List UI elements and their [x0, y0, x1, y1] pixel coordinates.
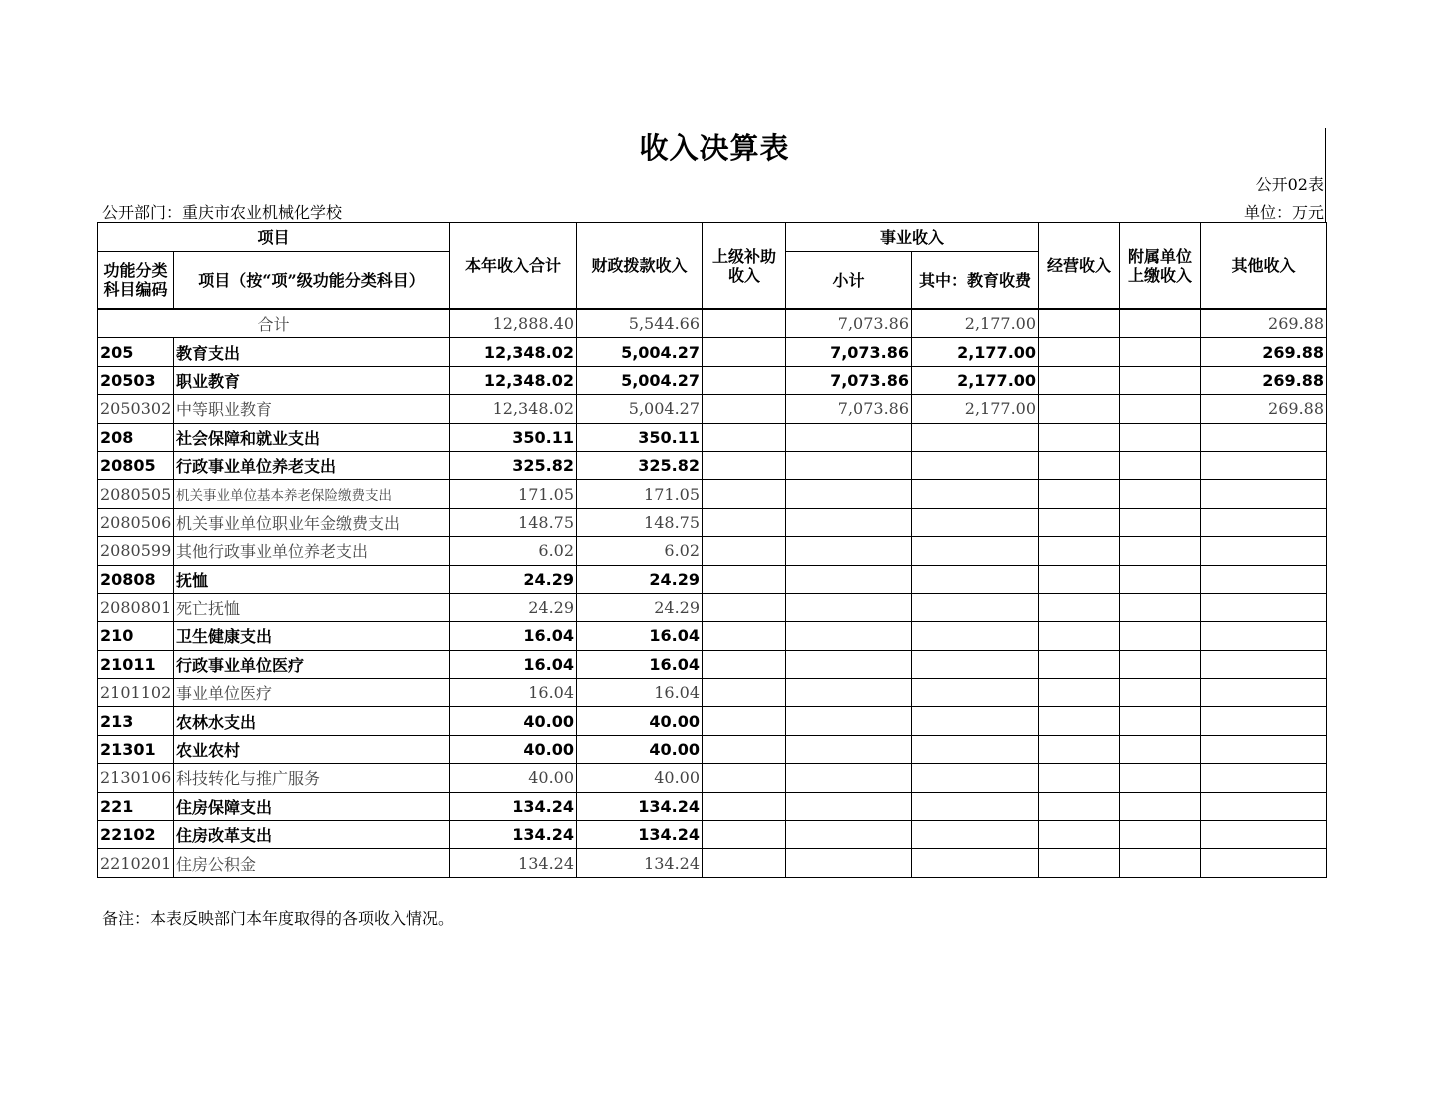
func-code-cell: 20503	[98, 366, 174, 394]
header-edu-fee: 其中：教育收费	[912, 252, 1039, 310]
func-name-cell: 机关事业单位基本养老保险缴费支出	[174, 480, 450, 508]
operating-cell	[1039, 679, 1120, 707]
other-cell: 269.88	[1201, 395, 1327, 423]
subtotal-cell: 7,073.86	[786, 338, 912, 366]
header-subtotal: 小计	[786, 252, 912, 310]
affiliated-cell	[1120, 764, 1201, 792]
header-fiscal: 财政拨款收入	[577, 223, 703, 310]
func-code-cell: 2080801	[98, 593, 174, 621]
table-row	[98, 792, 1327, 820]
operating-cell	[1039, 480, 1120, 508]
table-row	[98, 451, 1327, 479]
affiliated-cell	[1120, 735, 1201, 763]
subtotal-cell: 7,073.86	[786, 395, 912, 423]
subtotal-cell	[786, 508, 912, 536]
total-cell: 325.82	[450, 451, 577, 479]
affiliated-cell	[1120, 480, 1201, 508]
superior-cell	[703, 480, 786, 508]
total-cell: 16.04	[450, 650, 577, 678]
operating-cell	[1039, 821, 1120, 849]
fiscal-cell: 5,004.27	[577, 338, 703, 366]
func-name-cell: 住房保障支出	[174, 792, 450, 820]
other-cell	[1201, 622, 1327, 650]
total-cell: 24.29	[450, 593, 577, 621]
table-row	[98, 764, 1327, 792]
func-name-cell: 住房改革支出	[174, 821, 450, 849]
func-code-cell: 2050302	[98, 395, 174, 423]
operating-cell	[1039, 508, 1120, 536]
func-code-cell: 21301	[98, 735, 174, 763]
edu-fee-cell	[912, 679, 1039, 707]
func-name-cell: 事业单位医疗	[174, 679, 450, 707]
subtotal-cell	[786, 593, 912, 621]
other-cell: 269.88	[1201, 366, 1327, 394]
func-code-cell: 205	[98, 338, 174, 366]
edu-fee-cell: 2,177.00	[912, 395, 1039, 423]
operating-cell	[1039, 366, 1120, 394]
superior-cell	[703, 537, 786, 565]
total-row	[98, 309, 1327, 338]
header-func-code: 功能分类科目编码	[98, 252, 174, 310]
edu-fee-cell	[912, 423, 1039, 451]
operating-cell	[1039, 735, 1120, 763]
total-other-cell: 269.88	[1201, 309, 1327, 338]
total-cell: 350.11	[450, 423, 577, 451]
table-row	[98, 622, 1327, 650]
superior-cell	[703, 735, 786, 763]
func-name-cell: 抚恤	[174, 565, 450, 593]
total-fiscal-cell: 5,544.66	[577, 309, 703, 338]
superior-cell	[703, 565, 786, 593]
superior-cell	[703, 508, 786, 536]
func-name-cell: 行政事业单位养老支出	[174, 451, 450, 479]
table-row	[98, 735, 1327, 763]
other-cell	[1201, 593, 1327, 621]
edu-fee-cell	[912, 821, 1039, 849]
income-table	[97, 222, 1327, 878]
superior-cell	[703, 423, 786, 451]
edu-fee-cell	[912, 622, 1039, 650]
subtotal-cell	[786, 764, 912, 792]
affiliated-cell	[1120, 792, 1201, 820]
affiliated-cell	[1120, 707, 1201, 735]
total-cell: 134.24	[450, 821, 577, 849]
edu-fee-cell	[912, 508, 1039, 536]
table-row	[98, 480, 1327, 508]
affiliated-cell	[1120, 508, 1201, 536]
fiscal-cell: 16.04	[577, 622, 703, 650]
func-name-cell: 教育支出	[174, 338, 450, 366]
func-name-cell: 科技转化与推广服务	[174, 764, 450, 792]
func-code-cell: 2080506	[98, 508, 174, 536]
edu-fee-cell	[912, 849, 1039, 877]
fiscal-cell: 16.04	[577, 650, 703, 678]
fiscal-cell: 24.29	[577, 593, 703, 621]
fiscal-cell: 5,004.27	[577, 395, 703, 423]
affiliated-cell	[1120, 821, 1201, 849]
affiliated-cell	[1120, 338, 1201, 366]
func-name-cell: 卫生健康支出	[174, 622, 450, 650]
edu-fee-cell	[912, 735, 1039, 763]
subtotal-cell	[786, 451, 912, 479]
fiscal-cell: 40.00	[577, 707, 703, 735]
table-row	[98, 395, 1327, 423]
header-business: 事业收入	[786, 223, 1039, 252]
superior-cell	[703, 650, 786, 678]
other-cell	[1201, 537, 1327, 565]
fiscal-cell: 134.24	[577, 821, 703, 849]
subtotal-cell	[786, 537, 912, 565]
func-name-cell: 社会保障和就业支出	[174, 423, 450, 451]
table-row	[98, 508, 1327, 536]
total-cell: 134.24	[450, 849, 577, 877]
affiliated-cell	[1120, 650, 1201, 678]
superior-cell	[703, 821, 786, 849]
superior-cell	[703, 764, 786, 792]
edu-fee-cell	[912, 650, 1039, 678]
affiliated-cell	[1120, 593, 1201, 621]
subtotal-cell	[786, 821, 912, 849]
subtotal-cell	[786, 849, 912, 877]
footnote: 备注：本表反映部门本年度取得的各项收入情况。	[102, 909, 455, 928]
func-code-cell: 2080599	[98, 537, 174, 565]
operating-cell	[1039, 537, 1120, 565]
operating-cell	[1039, 622, 1120, 650]
total-superior-cell	[703, 309, 786, 338]
total-cell: 12,348.02	[450, 338, 577, 366]
func-name-cell: 农业农村	[174, 735, 450, 763]
header-other: 其他收入	[1201, 223, 1327, 310]
operating-cell	[1039, 593, 1120, 621]
other-cell	[1201, 679, 1327, 707]
total-cell: 134.24	[450, 792, 577, 820]
func-name-cell: 死亡抚恤	[174, 593, 450, 621]
operating-cell	[1039, 423, 1120, 451]
total-cell: 24.29	[450, 565, 577, 593]
fiscal-cell: 171.05	[577, 480, 703, 508]
func-name-cell: 其他行政事业单位养老支出	[174, 537, 450, 565]
border-line	[1325, 128, 1326, 222]
other-cell	[1201, 764, 1327, 792]
other-cell	[1201, 508, 1327, 536]
total-cell: 12,348.02	[450, 395, 577, 423]
affiliated-cell	[1120, 679, 1201, 707]
subtotal-cell	[786, 622, 912, 650]
subtotal-cell	[786, 480, 912, 508]
other-cell	[1201, 480, 1327, 508]
func-name-cell: 机关事业单位职业年金缴费支出	[174, 508, 450, 536]
subtotal-cell	[786, 650, 912, 678]
subtotal-cell	[786, 792, 912, 820]
total-edu-fee-cell: 2,177.00	[912, 309, 1039, 338]
fiscal-cell: 134.24	[577, 849, 703, 877]
total-operating-cell	[1039, 309, 1120, 338]
operating-cell	[1039, 849, 1120, 877]
total-cell: 148.75	[450, 508, 577, 536]
table-row	[98, 537, 1327, 565]
affiliated-cell	[1120, 565, 1201, 593]
header-item: 项目	[98, 223, 450, 252]
edu-fee-cell	[912, 480, 1039, 508]
header-operating: 经营收入	[1039, 223, 1120, 310]
func-name-cell: 住房公积金	[174, 849, 450, 877]
table-row	[98, 565, 1327, 593]
affiliated-cell	[1120, 537, 1201, 565]
func-code-cell: 2080505	[98, 480, 174, 508]
affiliated-cell	[1120, 395, 1201, 423]
func-code-cell: 213	[98, 707, 174, 735]
page-title: 收入决算表	[639, 131, 790, 165]
operating-cell	[1039, 395, 1120, 423]
func-code-cell: 20808	[98, 565, 174, 593]
superior-cell	[703, 707, 786, 735]
superior-cell	[703, 679, 786, 707]
unit-label: 单位：万元	[1243, 203, 1324, 222]
subtotal-cell: 7,073.86	[786, 366, 912, 394]
func-code-cell: 208	[98, 423, 174, 451]
superior-cell	[703, 792, 786, 820]
total-subtotal-cell: 7,073.86	[786, 309, 912, 338]
subtotal-cell	[786, 707, 912, 735]
operating-cell	[1039, 451, 1120, 479]
subtotal-cell	[786, 423, 912, 451]
superior-cell	[703, 622, 786, 650]
table-row	[98, 707, 1327, 735]
operating-cell	[1039, 650, 1120, 678]
total-label: 合计	[98, 309, 450, 338]
func-code-cell: 21011	[98, 650, 174, 678]
table-row	[98, 338, 1327, 366]
total-cell: 12,348.02	[450, 366, 577, 394]
operating-cell	[1039, 792, 1120, 820]
other-cell	[1201, 423, 1327, 451]
operating-cell	[1039, 338, 1120, 366]
fiscal-cell: 5,004.27	[577, 366, 703, 394]
total-cell: 40.00	[450, 764, 577, 792]
edu-fee-cell	[912, 565, 1039, 593]
form-code: 公开02表	[1255, 175, 1324, 194]
fiscal-cell: 24.29	[577, 565, 703, 593]
func-code-cell: 2130106	[98, 764, 174, 792]
total-cell: 6.02	[450, 537, 577, 565]
header-affiliated: 附属单位上缴收入	[1120, 223, 1201, 310]
total-cell: 16.04	[450, 679, 577, 707]
other-cell	[1201, 792, 1327, 820]
operating-cell	[1039, 764, 1120, 792]
edu-fee-cell	[912, 764, 1039, 792]
func-code-cell: 20805	[98, 451, 174, 479]
department-label: 公开部门：重庆市农业机械化学校	[102, 203, 343, 222]
edu-fee-cell: 2,177.00	[912, 338, 1039, 366]
edu-fee-cell	[912, 792, 1039, 820]
total-cell: 40.00	[450, 707, 577, 735]
other-cell	[1201, 821, 1327, 849]
total-cell: 16.04	[450, 622, 577, 650]
fiscal-cell: 40.00	[577, 764, 703, 792]
table-row	[98, 821, 1327, 849]
func-code-cell: 210	[98, 622, 174, 650]
edu-fee-cell: 2,177.00	[912, 366, 1039, 394]
other-cell	[1201, 849, 1327, 877]
fiscal-cell: 134.24	[577, 792, 703, 820]
fiscal-cell: 325.82	[577, 451, 703, 479]
other-cell: 269.88	[1201, 338, 1327, 366]
subtotal-cell	[786, 735, 912, 763]
total-cell: 171.05	[450, 480, 577, 508]
subtotal-cell	[786, 565, 912, 593]
other-cell	[1201, 451, 1327, 479]
table-row	[98, 849, 1327, 877]
total-cell: 12,888.40	[450, 309, 577, 338]
operating-cell	[1039, 707, 1120, 735]
table-row	[98, 650, 1327, 678]
func-code-cell: 2101102	[98, 679, 174, 707]
edu-fee-cell	[912, 537, 1039, 565]
fiscal-cell: 40.00	[577, 735, 703, 763]
superior-cell	[703, 395, 786, 423]
subtotal-cell	[786, 679, 912, 707]
table-row	[98, 679, 1327, 707]
func-name-cell: 农林水支出	[174, 707, 450, 735]
affiliated-cell	[1120, 622, 1201, 650]
table-row	[98, 423, 1327, 451]
superior-cell	[703, 338, 786, 366]
affiliated-cell	[1120, 451, 1201, 479]
edu-fee-cell	[912, 707, 1039, 735]
edu-fee-cell	[912, 451, 1039, 479]
superior-cell	[703, 366, 786, 394]
table-row	[98, 366, 1327, 394]
fiscal-cell: 6.02	[577, 537, 703, 565]
operating-cell	[1039, 565, 1120, 593]
other-cell	[1201, 707, 1327, 735]
table-row	[98, 593, 1327, 621]
total-affiliated-cell	[1120, 309, 1201, 338]
affiliated-cell	[1120, 849, 1201, 877]
func-name-cell: 中等职业教育	[174, 395, 450, 423]
func-code-cell: 221	[98, 792, 174, 820]
other-cell	[1201, 650, 1327, 678]
func-name-cell: 行政事业单位医疗	[174, 650, 450, 678]
func-code-cell: 22102	[98, 821, 174, 849]
other-cell	[1201, 735, 1327, 763]
affiliated-cell	[1120, 366, 1201, 394]
affiliated-cell	[1120, 423, 1201, 451]
header-total: 本年收入合计	[450, 223, 577, 310]
fiscal-cell: 16.04	[577, 679, 703, 707]
header-func-name: 项目（按“项”级功能分类科目）	[174, 252, 450, 310]
total-cell: 40.00	[450, 735, 577, 763]
header-superior: 上级补助收入	[703, 223, 786, 310]
superior-cell	[703, 593, 786, 621]
superior-cell	[703, 849, 786, 877]
other-cell	[1201, 565, 1327, 593]
fiscal-cell: 148.75	[577, 508, 703, 536]
func-name-cell: 职业教育	[174, 366, 450, 394]
superior-cell	[703, 451, 786, 479]
func-code-cell: 2210201	[98, 849, 174, 877]
fiscal-cell: 350.11	[577, 423, 703, 451]
edu-fee-cell	[912, 593, 1039, 621]
